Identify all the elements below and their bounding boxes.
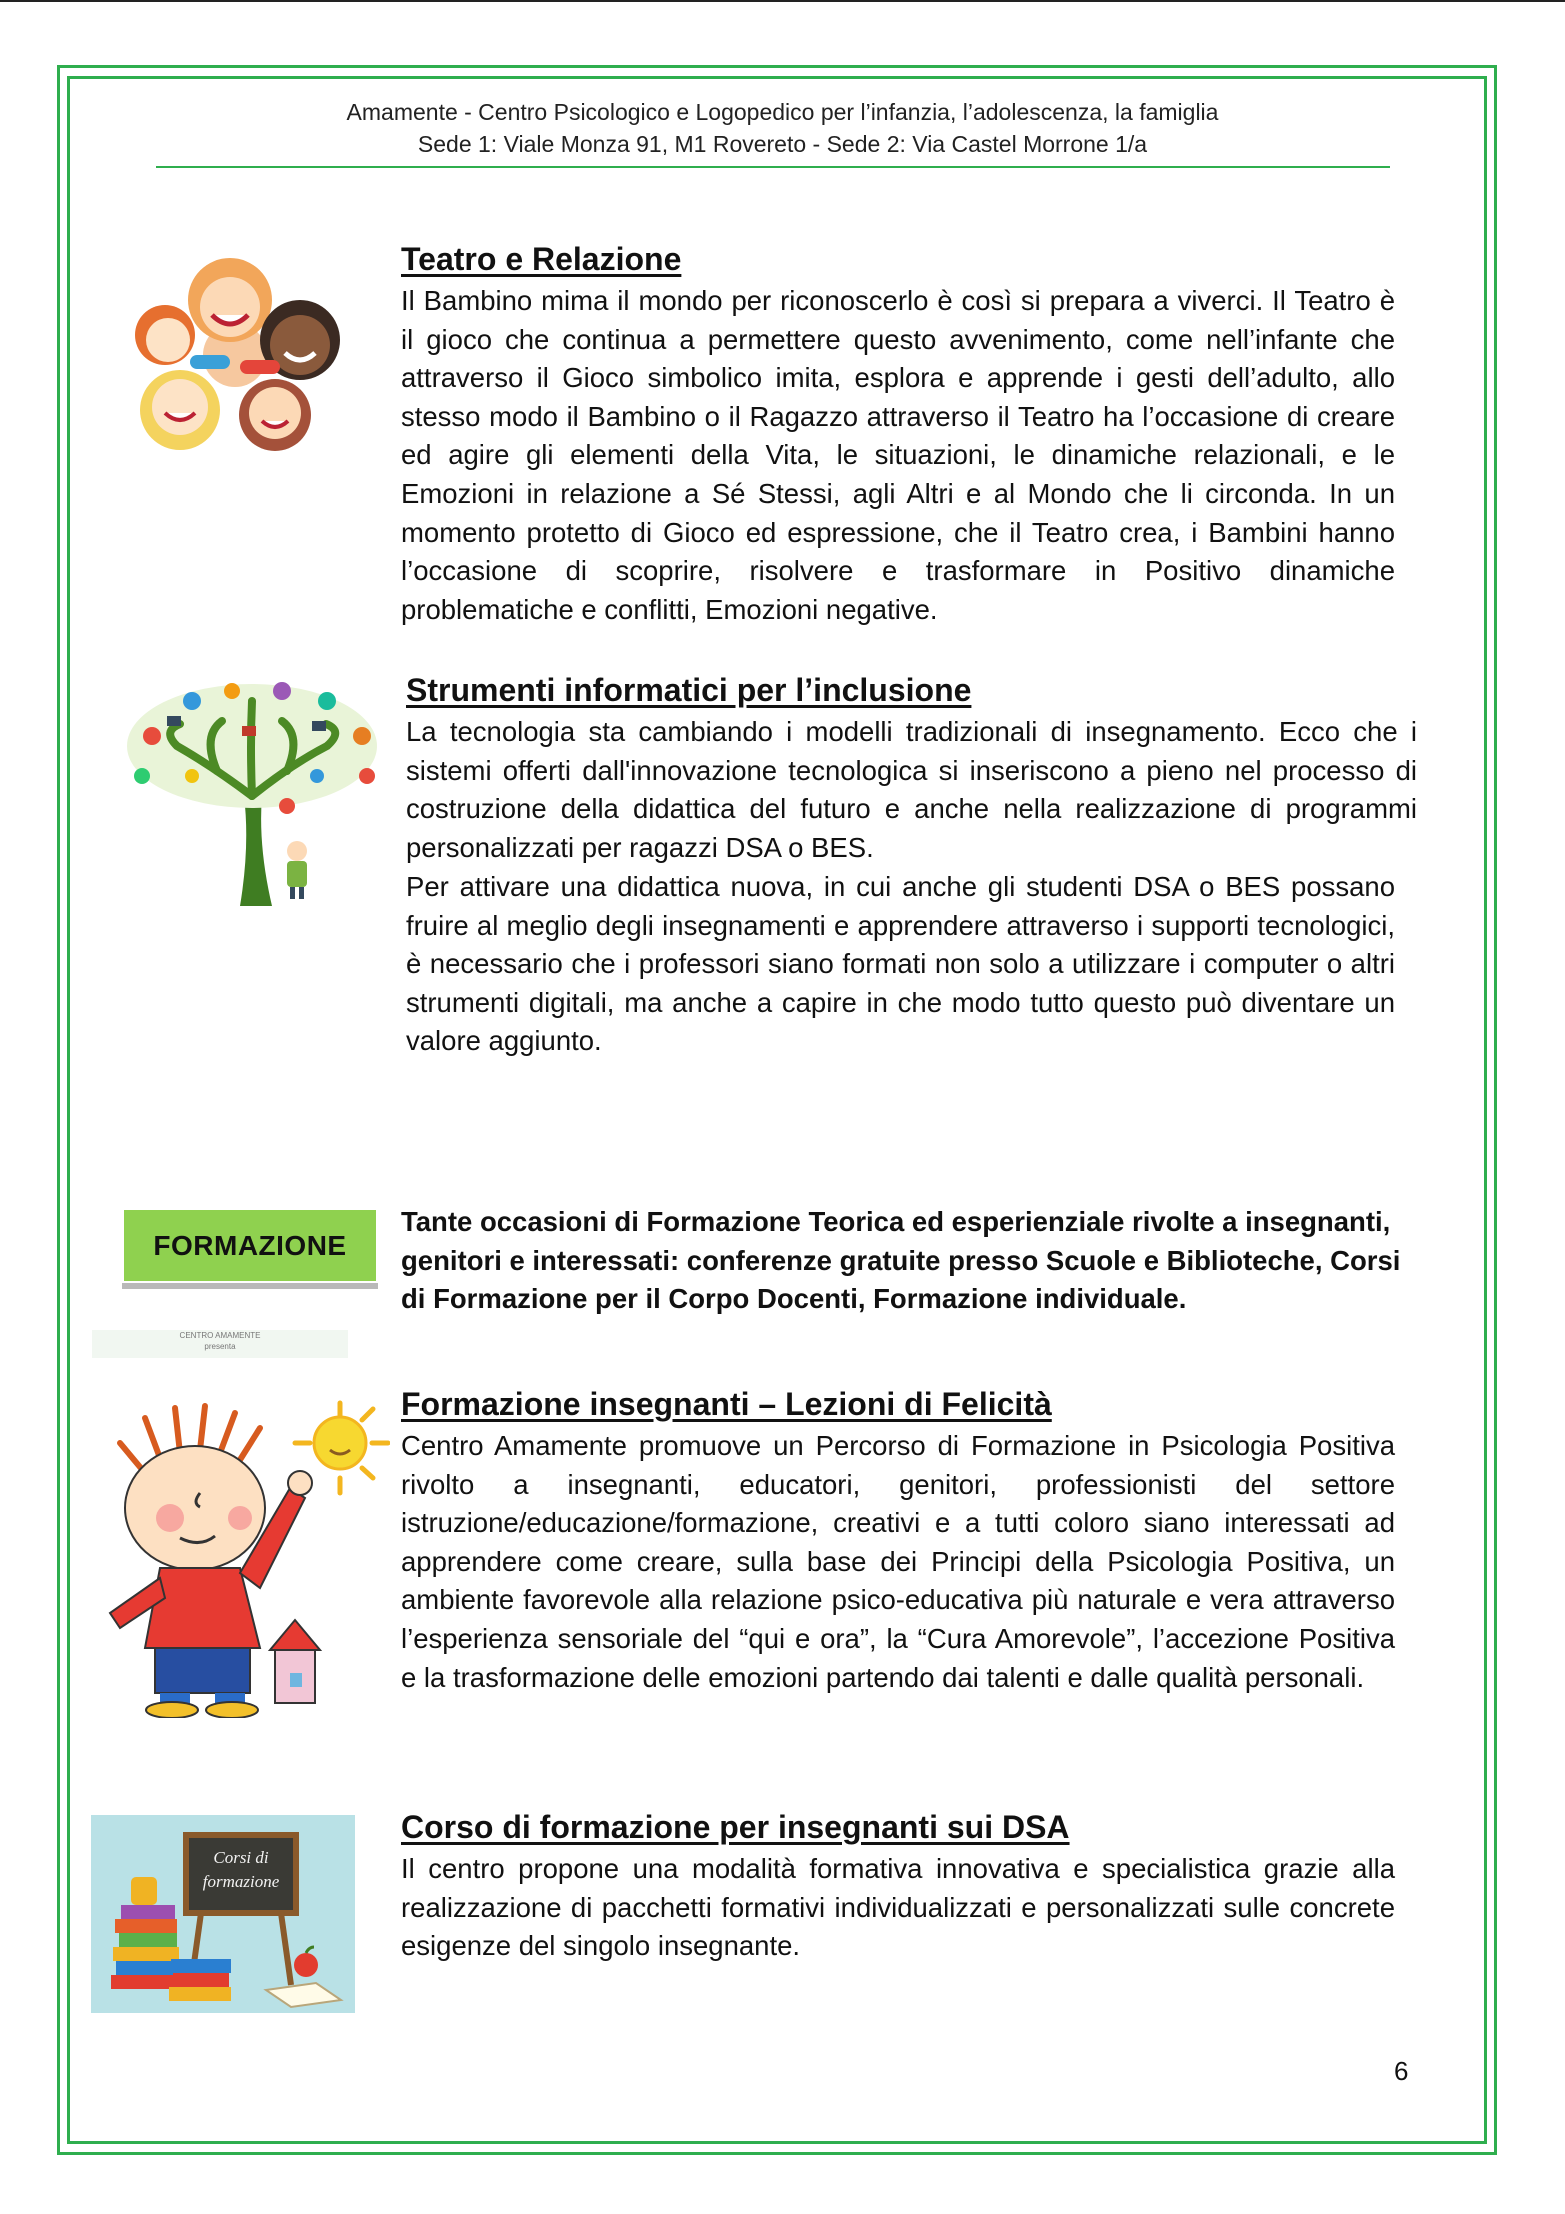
strumenti-body-2: Per attivare una didattica nuova, in cui anche gli studenti DSA o BES possano fruire al meglio degli insegnamenti e apprendere attraverso i supporti tecnologici, è necessario che i professori siano formati non solo a utilizzare i computer o altri strumenti digitali, ma anche a capire in che modo tutto questo può diventare un valore aggiunto. — [406, 871, 1395, 1057]
top-border-line — [0, 0, 1565, 2]
caption-line-2: presenta — [204, 1342, 236, 1351]
dsa-body: Il centro propone una modalità formativa innovativa e specialistica grazie alla realizzazione di pacchetti formativi individualizzati e personalizzati sulle concrete esigenze del singolo insegnante. — [401, 1853, 1395, 1962]
board-text-line-2: formazione — [202, 1872, 280, 1891]
children-circle-illustration — [120, 245, 350, 465]
centro-amamente-caption — [92, 1330, 348, 1358]
strumenti-body-1: La tecnologia sta cambiando i modelli tradizionali di insegnamento. Ecco che i sistemi offerti dall'innovazione tecnologica si inseriscono a pieno nel processo di costruzione della didattica del futuro e anche nella realizzazione di programmi personalizzati per ragazzi DSA o BES. — [406, 716, 1417, 863]
strumenti-title: Strumenti informatici per l’inclusione — [406, 672, 972, 708]
formazione-label-box: FORMAZIONE — [122, 1208, 378, 1283]
header-line-2: Sede 1: Viale Monza 91, M1 Rovereto - Sede 2: Via Castel Morrone 1/a — [417, 131, 1148, 157]
caption-line-1: CENTRO AMAMENTE — [179, 1331, 261, 1340]
dsa-title: Corso di formazione per insegnanti sui DSA — [401, 1809, 1070, 1845]
page-header — [150, 96, 1415, 160]
happy-boy-illustration — [100, 1398, 390, 1718]
board-text-line-1: Corsi di — [213, 1848, 269, 1867]
teatro-title: Teatro e Relazione — [401, 241, 682, 277]
formazione-intro: Tante occasioni di Formazione Teorica ed esperienziale rivolte a insegnanti, genitori e interessati: conferenze gratuite presso Scuole e Biblioteche, Corsi di Formazione per il Corpo Docenti, Formazione individuale. — [401, 1206, 1401, 1315]
header-line-1: Amamente - Centro Psicologico e Logopedico per l’infanzia, l’adolescenza, la famiglia — [346, 99, 1219, 125]
teatro-body: Il Bambino mima il mondo per riconoscerlo è così si prepara a viverci. Il Teatro è il gioco che continua a permettere questo avvenimento, come nell’infante che attraverso il Gioco simbolico imita, esplora e apprende i gesti dell’adulto, allo stesso modo il Bambino o il Ragazzo attraverso il Teatro ha l’occasione di creare ed agire gli elementi della Vita, le situazioni, le dinamiche relazionali, e le Emozioni in relazione a Sé Stessi, agli Altri e al Mondo che li circonda. In un momento protetto di Gioco ed espressione, che il Teatro crea, i Bambini hanno l’occasione di scoprire, risolvere e trasformare in Positivo dinamiche problematiche e conflitti, Emozioni negative. — [401, 285, 1395, 625]
header-divider — [156, 166, 1390, 168]
books-blackboard-illustration — [91, 1815, 355, 2013]
technology-tree-illustration — [122, 676, 384, 911]
lezioni-body: Centro Amamente promuove un Percorso di Formazione in Psicologia Positiva rivolto a insegnanti, educatori, genitori, professionisti del settore istruzione/educazione/formazione, creativi e a tutti coloro siano interessati ad apprendere come creare, sulla base dei Principi della Psicologia Positiva, un ambiente favorevole alla relazione psico-educativa più naturale e vera attraverso l’esperienza sensoriale del “qui e ora”, la “Cura Amorevole”, l’accezione Positiva e la trasformazione delle emozioni partendo dai talenti e dalle qualità personali. — [401, 1430, 1395, 1693]
lezioni-title: Formazione insegnanti – Lezioni di Felicità — [401, 1386, 1052, 1422]
page-number: 6 — [1394, 2056, 1409, 2086]
